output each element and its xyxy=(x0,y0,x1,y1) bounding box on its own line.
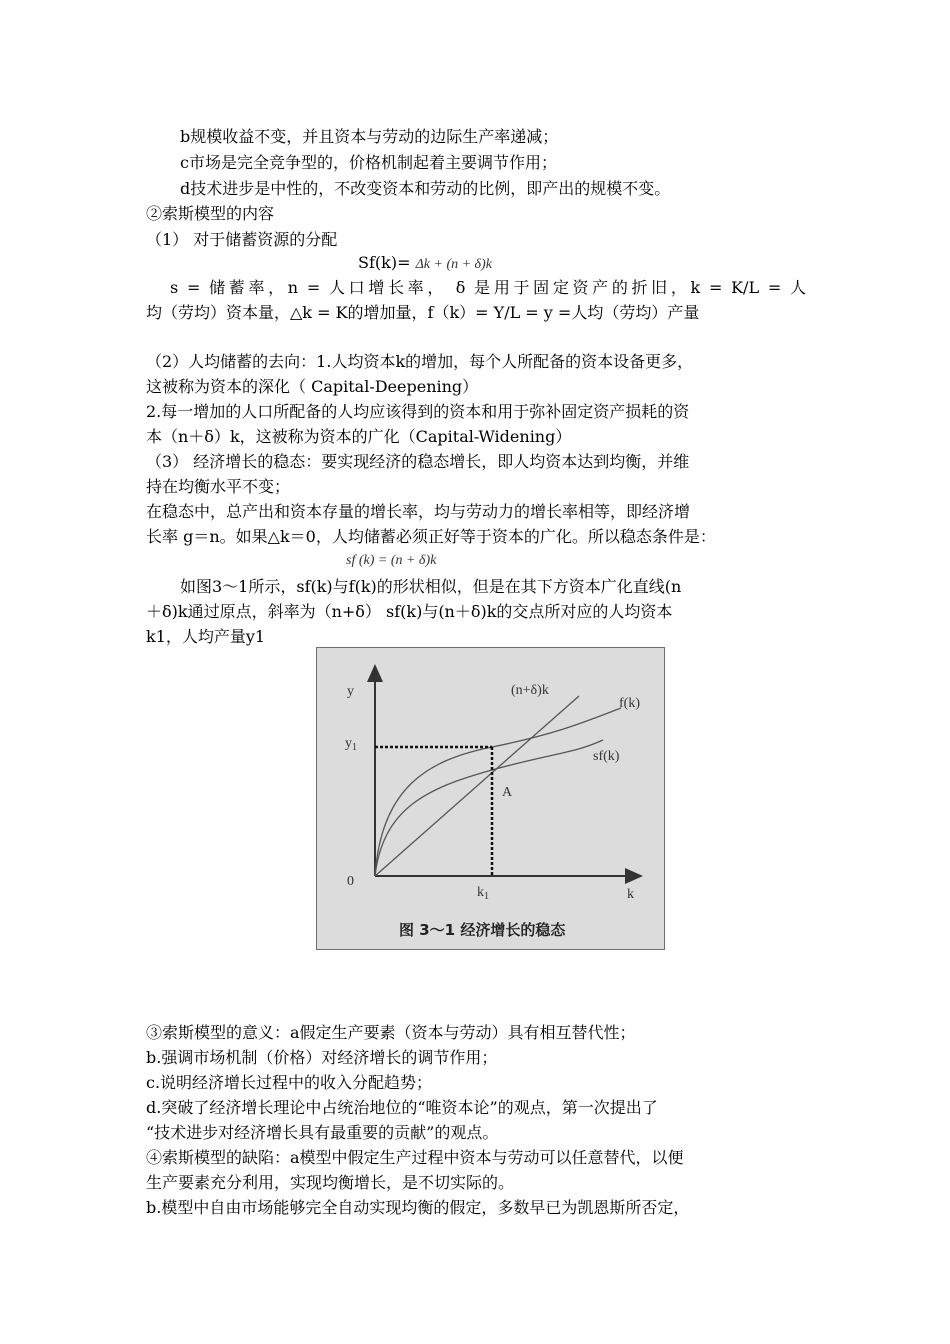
section3-line-2: b.强调市场机制（价格）对经济增长的调节作用； xyxy=(146,1048,498,1067)
equation-1 xyxy=(358,252,492,276)
capital-widening-line xyxy=(375,696,579,876)
origin-label: 0 xyxy=(347,874,354,889)
fk-curve xyxy=(375,708,621,876)
sfk-label: sf(k) xyxy=(593,749,620,764)
section4-line-2: 生产要素充分利用，实现均衡增长，是不切实际的。 xyxy=(146,1173,515,1192)
section4-line-3: b.模型中自由市场能够完全自动实现均衡的假定，多数早已为凯恩斯所否定， xyxy=(146,1198,690,1217)
p4-line-2: ＋δ)k通过原点，斜率为（n+δ） sf(k)与(n＋δ)k的交点所对应的人均资本 xyxy=(146,602,673,621)
section3-line-1: ③索斯模型的意义：a假定生产要素（资本与劳动）具有相互替代性； xyxy=(146,1023,636,1042)
variables-line-1: s = 储蓄率，n = 人口增长率， δ 是用于固定资产的折旧，k = K/L = 人 xyxy=(170,278,806,297)
p2-line-1: （2）人均储蓄的去向：1.人均资本k的增加，每个人所配备的资本设备更多， xyxy=(146,352,694,371)
equation-1-right: Δk + (n + δ)k xyxy=(415,257,492,272)
section3-line-5: “技术进步对经济增长具有最重要的贡献”的观点。 xyxy=(146,1123,499,1142)
sfk-curve xyxy=(375,740,603,876)
p3-line-2: 持在均衡水平不变； xyxy=(146,477,291,496)
y1-label-main: y xyxy=(345,736,352,751)
assumption-d: d技术进步是中性的，不改变资本和劳动的比例，即产出的规模不变。 xyxy=(180,179,671,198)
x-axis-label: k xyxy=(627,887,634,902)
y1-label xyxy=(345,736,357,753)
steady-state-figure xyxy=(316,647,665,950)
widening-line-label: (n+δ)k xyxy=(511,683,549,698)
p3-line-3: 在稳态中，总产出和资本存量的增长率，均与劳动力的增长率相等，即经济增 xyxy=(146,502,691,521)
section4-line-1: ④索斯模型的缺陷：a模型中假定生产过程中资本与劳动可以任意替代，以便 xyxy=(146,1148,684,1167)
y-axis-label: y xyxy=(347,684,354,699)
k1-label-sub: 1 xyxy=(484,891,489,902)
assumption-b: b规模收益不变，并且资本与劳动的边际生产率递减； xyxy=(180,127,559,146)
section3-line-3: c.说明经济增长过程中的收入分配趋势； xyxy=(146,1073,433,1092)
steady-state-diagram xyxy=(317,648,664,949)
variables-line-2: 均（劳均）资本量，△k = K的增加量，f（k）= Y/L = y =人均（劳均）产量 xyxy=(146,303,700,322)
section3-line-4: d.突破了经济增长理论中占统治地位的“唯资本论”的观点，第一次提出了 xyxy=(146,1098,658,1117)
y1-label-sub: 1 xyxy=(352,742,357,753)
section2-heading: ②索斯模型的内容 xyxy=(146,204,275,223)
fk-label: f(k) xyxy=(619,696,640,711)
p2-line-2: 这被称为资本的深化（ Capital-Deepening） xyxy=(146,377,479,396)
k1-label xyxy=(477,885,489,902)
section2-p1-title: （1） 对于储蓄资源的分配 xyxy=(146,230,338,249)
k1-label-main: k xyxy=(477,885,484,900)
equation-2: sf (k) = (n + δ)k xyxy=(346,553,437,568)
p4-line-3: k1，人均产量y1 xyxy=(146,627,266,646)
figure-caption: 图 3～1 经济增长的稳态 xyxy=(399,921,566,939)
p3-line-1: （3） 经济增长的稳态：要实现经济的稳态增长，即人均资本达到均衡，并维 xyxy=(146,452,690,471)
p2-line-4: 本（n＋δ）k，这被称为资本的广化（Capital-Widening） xyxy=(146,427,572,446)
p2-line-3: 2.每一增加的人口所配备的人均应该得到的资本和用于弥补固定资产损耗的资 xyxy=(146,402,690,421)
p4-line-1: 如图3～1所示，sf(k)与f(k)的形状相似，但是在其下方资本广化直线(n xyxy=(180,577,682,596)
p3-line-4: 长率 g＝n。如果△k＝0，人均储蓄必须正好等于资本的广化。所以稳态条件是： xyxy=(146,527,716,546)
point-a-label: A xyxy=(502,785,513,800)
assumption-c: c市场是完全竞争型的，价格机制起着主要调节作用； xyxy=(180,153,557,172)
equation-1-left: Sf(k)= xyxy=(358,253,411,272)
